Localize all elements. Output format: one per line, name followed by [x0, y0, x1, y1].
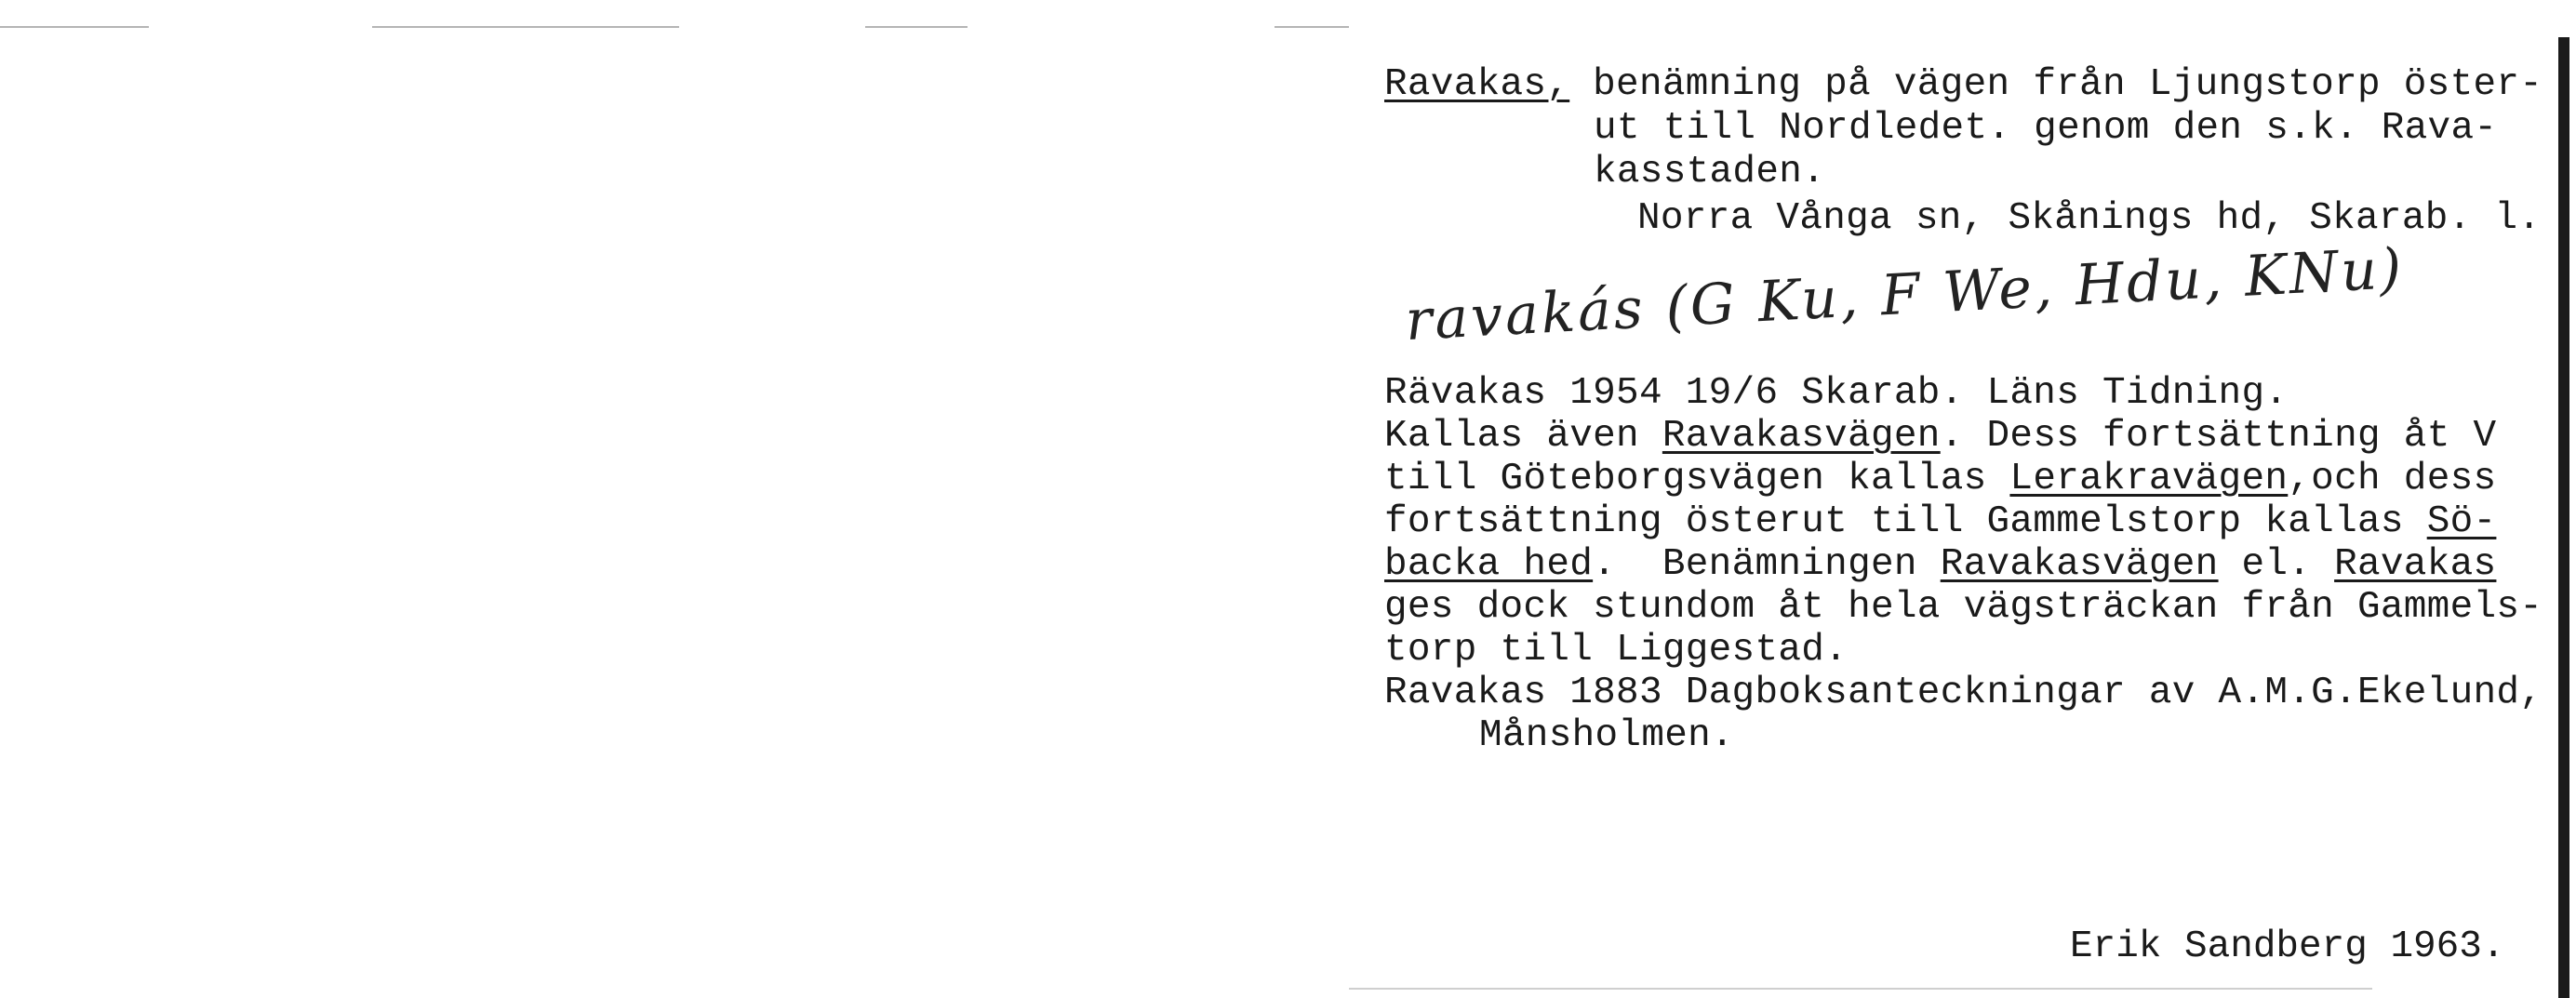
- entry-line-3: kasstaden.: [1594, 151, 1826, 193]
- note-line-2: Kallas även Ravakasvägen. Dess fortsättning åt V: [1384, 415, 2497, 458]
- note-line-7: torp till Liggestad.: [1384, 629, 1849, 672]
- signature: Erik Sandberg 1963.: [2070, 925, 2505, 968]
- source-line-2: Månsholmen.: [1479, 714, 1734, 757]
- entry-line-1: Ravakas, benämning på vägen från Ljungstorp öster-: [1384, 63, 2543, 106]
- note-line-5: backa hed. Benämningen Ravakasvägen el. Ravakas: [1384, 543, 2497, 586]
- note-line-4: fortsättning österut till Gammelstorp kallas Sö-: [1384, 500, 2497, 543]
- note-line-3: till Göteborgsvägen kallas Lerakravägen,och dess: [1384, 458, 2497, 500]
- top-rule-mid: [372, 26, 679, 28]
- entry-line-2: ut till Nordledet. genom den s.k. Rava-: [1594, 107, 2498, 150]
- card-edge: [2558, 37, 2569, 998]
- top-rule-right: [1275, 26, 1349, 28]
- handwritten-pronunciation: ravakás (G Ku, F We, Hdu, KNu): [1403, 235, 2406, 354]
- note-line-1: Rävakas 1954 19/6 Skarab. Läns Tidning.: [1384, 372, 2289, 415]
- bottom-rule: [1349, 988, 2372, 990]
- entry-line-4: Norra Vånga sn, Skånings hd, Skarab. l.: [1637, 197, 2542, 240]
- top-rule-mid2: [865, 26, 968, 28]
- source-line-1: Ravakas 1883 Dagboksanteckningar av A.M.G.Ekelund,: [1384, 672, 2543, 714]
- top-rule-left: [0, 26, 149, 28]
- headword: Ravakas,: [1384, 63, 1570, 106]
- note-line-6: ges dock stundom åt hela vägsträckan från Gammels-: [1384, 586, 2543, 629]
